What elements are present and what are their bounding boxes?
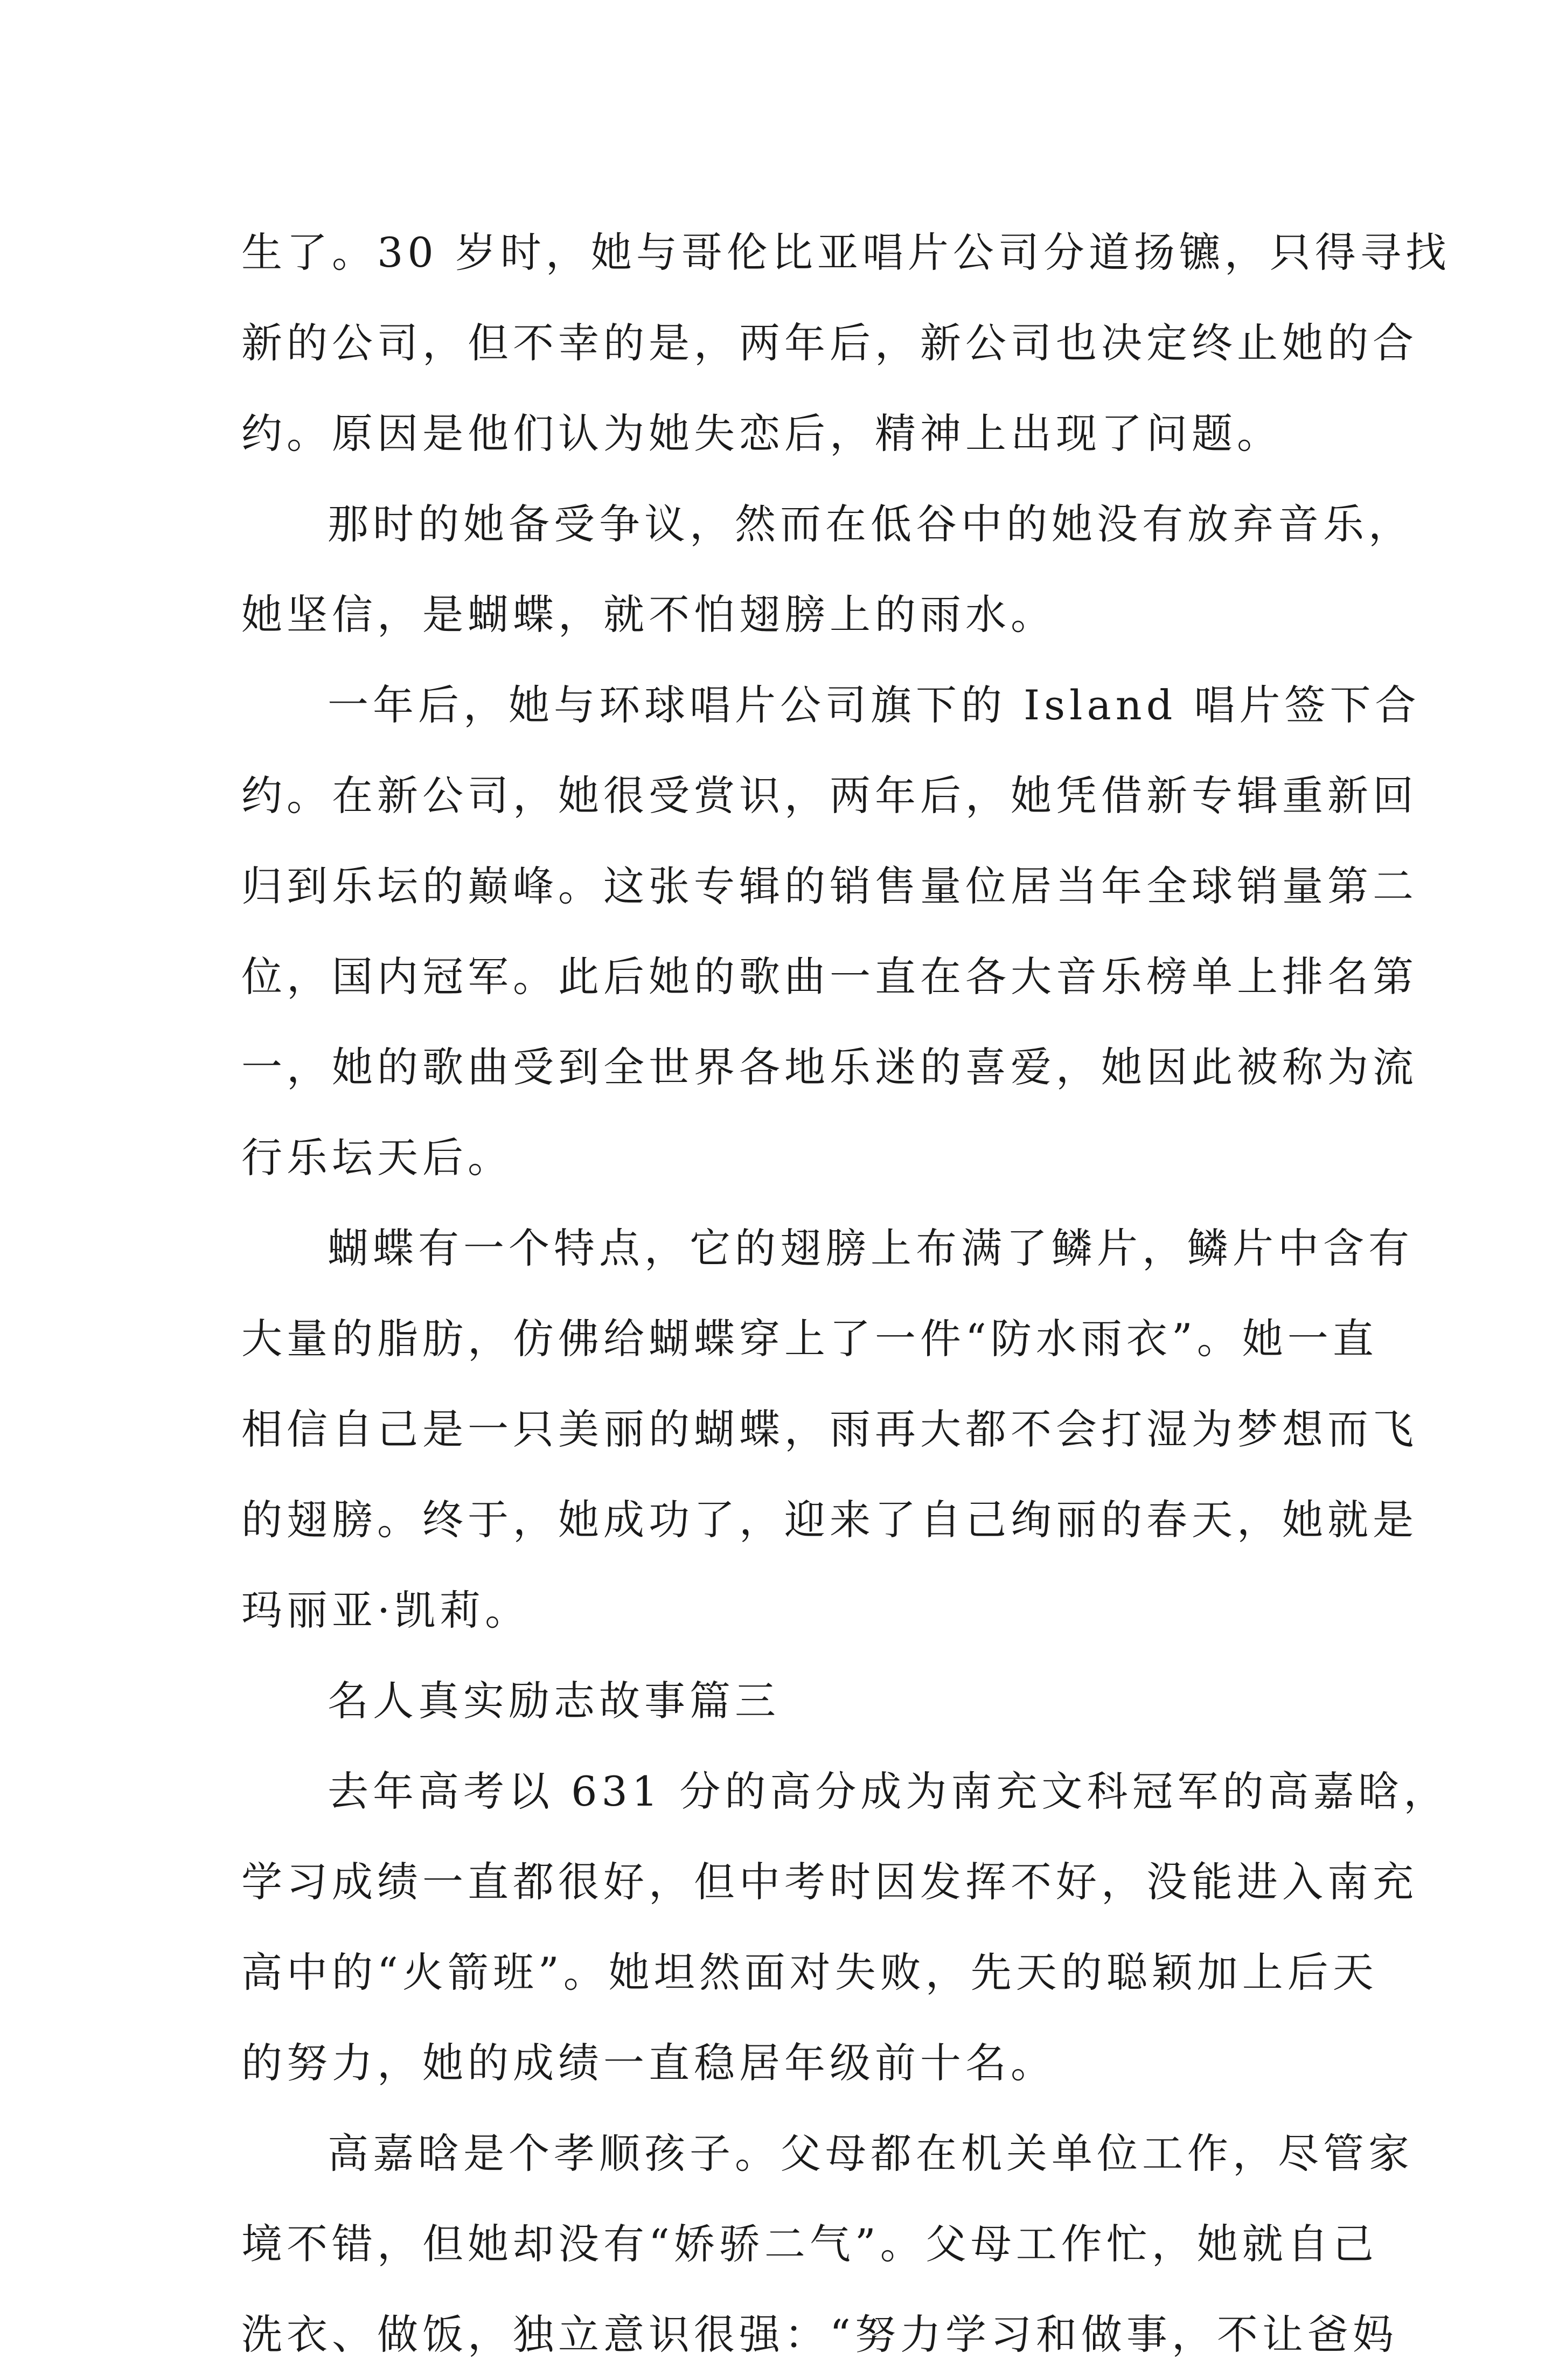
text-line: 约。在新公司，她很受赏识，两年后，她凭借新专辑重新回 (241, 772, 1418, 820)
text-line: 的努力，她的成绩一直稳居年级前十名。 (241, 2039, 1056, 2087)
text-line: 生了。30 岁时，她与哥伦比亚唱片公司分道扬镳，只得寻找 (241, 228, 1451, 276)
text-line: 高中的“火箭班”。她坦然面对失败，先天的聪颖加上后天 (241, 1948, 1378, 1996)
text-line: 行乐坛天后。 (241, 1134, 513, 1182)
text-line: 归到乐坛的巅峰。这张专辑的销售量位居当年全球销量第二 (241, 862, 1418, 910)
text-line: 约。原因是他们认为她失恋后，精神上出现了问题。 (241, 410, 1282, 457)
text-line: 学习成绩一直都很好，但中考时因发挥不好，没能进入南充 (241, 1858, 1418, 1906)
text-line: 境不错，但她却没有“娇骄二气”。父母工作忙，她就自己 (241, 2220, 1378, 2268)
text-line: 一，她的歌曲受到全世界各地乐迷的喜爱，她因此被称为流 (241, 1043, 1418, 1091)
body-text (241, 207, 1451, 2380)
text-line: 相信自己是一只美丽的蝴蝶，雨再大都不会打湿为梦想而飞 (241, 1405, 1418, 1453)
section-heading: 名人真实励志故事篇三 (328, 1677, 780, 1725)
text-line: 位，国内冠军。此后她的歌曲一直在各大音乐榜单上排名第 (241, 953, 1418, 1001)
text-line: 的翅膀。终于，她成功了，迎来了自己绚丽的春天，她就是 (241, 1496, 1418, 1544)
text-line: 玛丽亚·凯莉。 (241, 1586, 531, 1634)
text-line: 她坚信，是蝴蝶，就不怕翅膀上的雨水。 (241, 591, 1056, 639)
paragraph-start-line: 去年高考以 631 分的高分成为南充文科冠军的高嘉晗， (328, 1767, 1449, 1815)
paragraph-start-line: 那时的她备受争议，然而在低谷中的她没有放弃音乐， (328, 500, 1414, 548)
text-line: 洗衣、做饭，独立意识很强：“努力学习和做事，不让爸妈 (241, 2310, 1398, 2358)
text-line: 新的公司，但不幸的是，两年后，新公司也决定终止她的合 (241, 319, 1418, 367)
paragraph-start-line: 一年后，她与环球唱片公司旗下的 Island 唱片签下合 (328, 681, 1421, 729)
paragraph-start-line: 高嘉晗是个孝顺孩子。父母都在机关单位工作，尽管家 (328, 2129, 1414, 2177)
text-line: 大量的脂肪，仿佛给蝴蝶穿上了一件“防水雨衣”。她一直 (241, 1315, 1378, 1363)
paragraph-start-line: 蝴蝶有一个特点，它的翅膀上布满了鳞片，鳞片中含有 (328, 1224, 1414, 1272)
